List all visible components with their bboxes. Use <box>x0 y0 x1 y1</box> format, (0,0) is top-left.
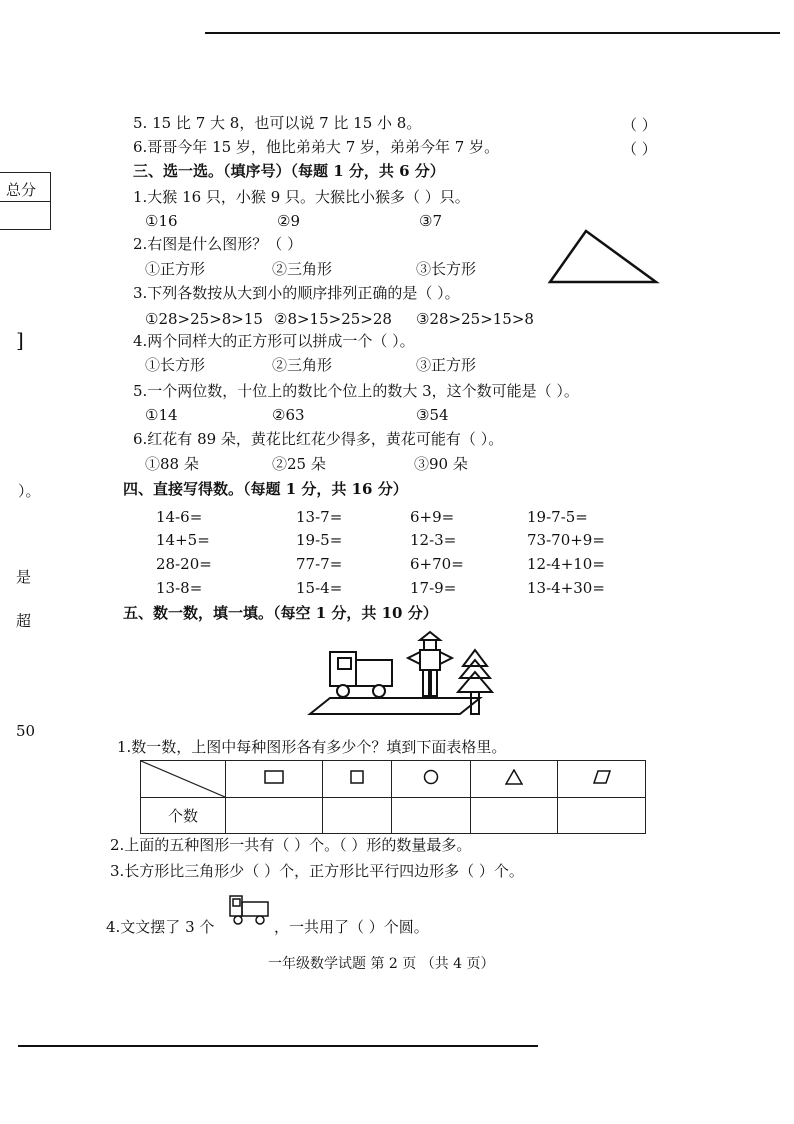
margin-char-shi: 是 <box>16 568 32 586</box>
calc-r3-c4: 12-4+10= <box>527 555 605 573</box>
judge-q5: 5. 15 比 7 大 8，也可以说 7 比 15 小 8。 <box>133 114 422 132</box>
score-box-label: 总分 <box>0 173 50 202</box>
margin-char-chao: 超 <box>16 612 32 630</box>
count-cell-square[interactable] <box>322 798 391 834</box>
score-box <box>0 172 51 230</box>
s3-q2-opt1[interactable]: ①正方形 <box>145 260 206 278</box>
circle-icon <box>423 769 439 785</box>
margin-num-50: 50 <box>16 722 36 740</box>
s3-q3-opt2[interactable]: ②8>15>25>28 <box>274 310 392 328</box>
margin-paren-end: ）。 <box>18 482 41 500</box>
table-header-square <box>322 761 391 798</box>
s3-q6-opt3[interactable]: ③90 朵 <box>414 455 468 473</box>
calc-r3-c2: 77-7= <box>296 555 343 573</box>
table-header-rectangle <box>226 761 323 798</box>
s3-q5-opt2[interactable]: ②63 <box>272 406 305 424</box>
margin-bracket: ] <box>16 328 24 352</box>
s5-q4-b: ，一共用了（ ）个圆。 <box>274 918 429 936</box>
s3-q1-opt1[interactable]: ①16 <box>145 212 178 230</box>
triangle-icon <box>505 769 523 785</box>
judge-q6: 6.哥哥今年 15 岁，他比弟弟大 7 岁，弟弟今年 7 岁。 <box>133 138 500 156</box>
section4-title: 四、直接写得数。（每题 1 分，共 16 分） <box>123 480 408 498</box>
s3-q2: 2.右图是什么图形？（ ） <box>133 235 303 253</box>
rectangle-icon <box>264 770 284 784</box>
calc-r3-c1: 28-20= <box>156 555 212 573</box>
s3-q4-opt3[interactable]: ③正方形 <box>416 356 477 374</box>
s3-q6-opt2[interactable]: ②25 朵 <box>272 455 326 473</box>
calc-r4-c3: 17-9= <box>410 579 457 597</box>
s3-q5-opt1[interactable]: ①14 <box>145 406 178 424</box>
s3-q5: 5.一个两位数，十位上的数比个位上的数大 3，这个数可能是（ ）。 <box>133 382 579 400</box>
section5-title: 五、数一数，填一填。（每空 1 分，共 10 分） <box>123 604 438 622</box>
square-icon <box>350 770 364 784</box>
car-figure-icon <box>226 894 272 926</box>
calc-r2-c2: 19-5= <box>296 531 343 549</box>
table-corner-cell <box>141 761 226 798</box>
s3-q4: 4.两个同样大的正方形可以拼成一个（ ）。 <box>133 332 415 350</box>
calc-r2-c1: 14+5= <box>156 531 210 549</box>
s3-q5-opt3[interactable]: ③54 <box>416 406 449 424</box>
shape-count-table <box>140 760 646 834</box>
s3-q3: 3.下列各数按从大到小的顺序排列正确的是（ ）。 <box>133 284 460 302</box>
judge-q6-blank[interactable]: （ ） <box>622 140 657 158</box>
s3-q6-opt1[interactable]: ①88 朵 <box>145 455 199 473</box>
calc-r4-c1: 13-8= <box>156 579 203 597</box>
s5-q3: 3.长方形比三角形少（ ）个，正方形比平行四边形多（ ）个。 <box>110 862 524 880</box>
section3-title: 三、选一选。（填序号）（每题 1 分，共 6 分） <box>133 162 445 180</box>
s3-q1-opt3[interactable]: ③7 <box>419 212 442 230</box>
calc-r2-c4: 73-70+9= <box>527 531 605 549</box>
parallelogram-icon <box>593 770 611 784</box>
shapes-picture <box>290 630 530 722</box>
table-header-parallelogram <box>558 761 646 798</box>
s5-q1: 1.数一数，上图中每种图形各有多少个？填到下面表格里。 <box>117 738 507 756</box>
top-rule <box>205 32 780 34</box>
s5-q4-a: 4.文文摆了 3 个 <box>106 918 215 936</box>
s3-q2-opt2[interactable]: ②三角形 <box>272 260 333 278</box>
count-cell-rectangle[interactable] <box>226 798 323 834</box>
calc-r3-c3: 6+70= <box>410 555 464 573</box>
count-cell-parallelogram[interactable] <box>558 798 646 834</box>
calc-r1-c3: 6+9= <box>410 508 455 526</box>
s3-q4-opt2[interactable]: ②三角形 <box>272 356 333 374</box>
calc-r2-c3: 12-3= <box>410 531 457 549</box>
calc-r1-c4: 19-7-5= <box>527 508 588 526</box>
bottom-rule <box>18 1045 538 1047</box>
count-cell-circle[interactable] <box>392 798 470 834</box>
calc-r4-c2: 15-4= <box>296 579 343 597</box>
table-row-label: 个数 <box>141 798 226 834</box>
s3-q2-opt3[interactable]: ③长方形 <box>416 260 477 278</box>
calc-r1-c1: 14-6= <box>156 508 203 526</box>
count-cell-triangle[interactable] <box>470 798 558 834</box>
s3-q3-opt1[interactable]: ①28>25>8>15 <box>145 310 263 328</box>
calc-r1-c2: 13-7= <box>296 508 343 526</box>
table-header-circle <box>392 761 470 798</box>
triangle-figure <box>546 228 660 286</box>
s5-q2: 2.上面的五种图形一共有（ ）个。（ ）形的数量最多。 <box>110 836 472 854</box>
s3-q6: 6.红花有 89 朵，黄花比红花少得多，黄花可能有（ ）。 <box>133 430 504 448</box>
s3-q1: 1.大猴 16 只，小猴 9 只。大猴比小猴多（ ）只。 <box>133 188 470 206</box>
calc-r4-c4: 13-4+30= <box>527 579 605 597</box>
page-footer: 一年级数学试题 第 2 页 （共 4 页） <box>268 956 495 972</box>
table-header-triangle <box>470 761 558 798</box>
judge-q5-blank[interactable]: （ ） <box>622 116 657 134</box>
s3-q3-opt3[interactable]: ③28>25>15>8 <box>416 310 534 328</box>
s3-q1-opt2[interactable]: ②9 <box>277 212 300 230</box>
s3-q4-opt1[interactable]: ①长方形 <box>145 356 206 374</box>
